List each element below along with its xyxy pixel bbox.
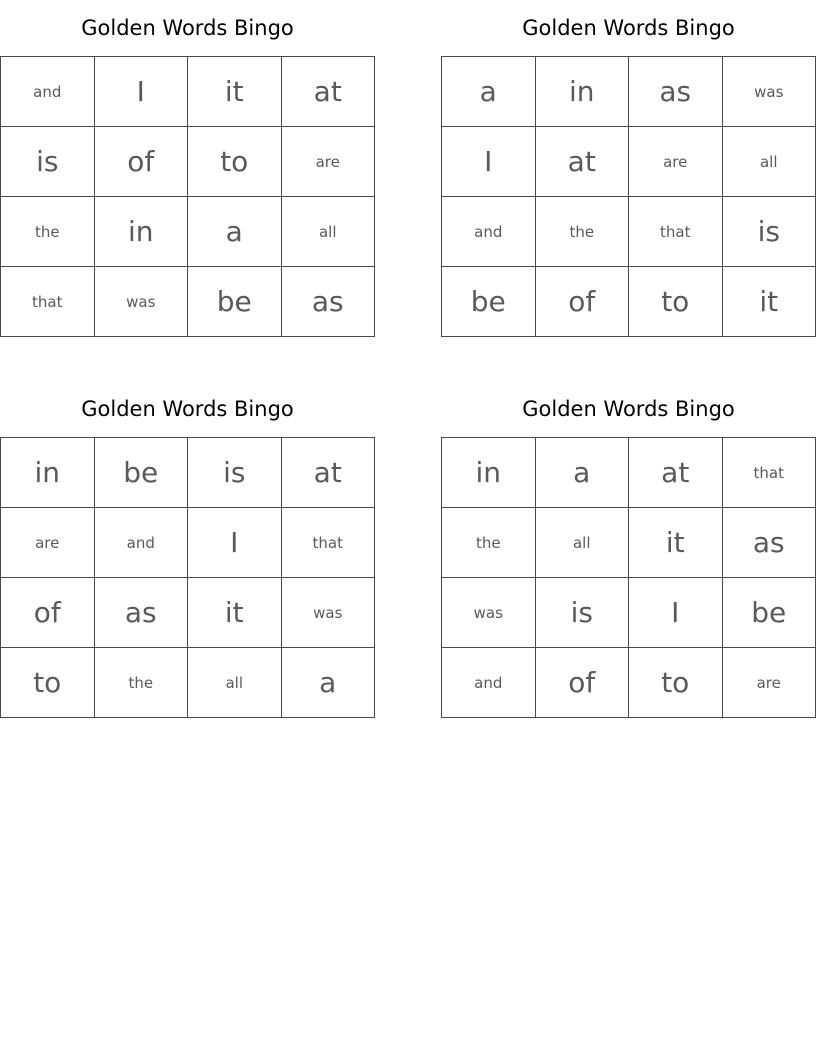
bingo-cell: I bbox=[442, 127, 536, 197]
bingo-cell: be bbox=[188, 267, 282, 337]
bingo-cell: all bbox=[723, 127, 816, 197]
bingo-cell: at bbox=[282, 57, 376, 127]
bingo-cell: are bbox=[282, 127, 376, 197]
bingo-cell: in bbox=[1, 438, 95, 508]
card-title: Golden Words Bingo bbox=[81, 397, 294, 421]
bingo-cell: be bbox=[723, 578, 816, 648]
bingo-cell: was bbox=[282, 578, 376, 648]
bingo-cell: is bbox=[536, 578, 630, 648]
bingo-cell: and bbox=[442, 648, 536, 718]
bingo-grid bbox=[0, 56, 375, 337]
bingo-cell: that bbox=[1, 267, 95, 337]
bingo-cell: is bbox=[723, 197, 816, 267]
bingo-cell: I bbox=[95, 57, 189, 127]
bingo-cell: that bbox=[282, 508, 376, 578]
bingo-cell: be bbox=[442, 267, 536, 337]
bingo-cell: it bbox=[188, 578, 282, 648]
bingo-card-1 bbox=[0, 0, 375, 337]
bingo-cell: all bbox=[282, 197, 376, 267]
bingo-cell: are bbox=[1, 508, 95, 578]
bingo-cell: are bbox=[723, 648, 816, 718]
bingo-cell: to bbox=[188, 127, 282, 197]
bingo-cell: was bbox=[95, 267, 189, 337]
bingo-cell: a bbox=[188, 197, 282, 267]
bingo-cell: the bbox=[95, 648, 189, 718]
bingo-cell: was bbox=[723, 57, 816, 127]
bingo-cell: as bbox=[282, 267, 376, 337]
bingo-cell: and bbox=[442, 197, 536, 267]
bingo-cell: in bbox=[536, 57, 630, 127]
bingo-cell: all bbox=[188, 648, 282, 718]
bingo-grid bbox=[441, 437, 816, 718]
bingo-cell: are bbox=[629, 127, 723, 197]
bingo-cell: is bbox=[188, 438, 282, 508]
bingo-cell: as bbox=[723, 508, 816, 578]
bingo-cell: it bbox=[629, 508, 723, 578]
bingo-cell: I bbox=[629, 578, 723, 648]
bingo-cell: of bbox=[95, 127, 189, 197]
bingo-cell: the bbox=[442, 508, 536, 578]
bingo-cell: the bbox=[536, 197, 630, 267]
card-title: Golden Words Bingo bbox=[522, 397, 735, 421]
bingo-cell: of bbox=[536, 267, 630, 337]
bingo-cell: at bbox=[282, 438, 376, 508]
bingo-cell: it bbox=[723, 267, 816, 337]
bingo-cell: the bbox=[1, 197, 95, 267]
bingo-grid bbox=[0, 437, 375, 718]
bingo-cell: as bbox=[95, 578, 189, 648]
bingo-cell: a bbox=[282, 648, 376, 718]
bingo-cell: it bbox=[188, 57, 282, 127]
bingo-card-3 bbox=[0, 381, 375, 718]
bingo-cell: as bbox=[629, 57, 723, 127]
bingo-cell: of bbox=[536, 648, 630, 718]
bingo-cell: and bbox=[95, 508, 189, 578]
bingo-cell: was bbox=[442, 578, 536, 648]
bingo-cell: is bbox=[1, 127, 95, 197]
bingo-cell: a bbox=[536, 438, 630, 508]
bingo-cell: all bbox=[536, 508, 630, 578]
bingo-cell: and bbox=[1, 57, 95, 127]
bingo-cell: at bbox=[536, 127, 630, 197]
card-title: Golden Words Bingo bbox=[81, 16, 294, 40]
bingo-cell: be bbox=[95, 438, 189, 508]
bingo-cell: that bbox=[629, 197, 723, 267]
bingo-cell: of bbox=[1, 578, 95, 648]
bingo-grid bbox=[441, 56, 816, 337]
bingo-card-2 bbox=[441, 0, 816, 337]
bingo-cell: to bbox=[629, 267, 723, 337]
bingo-cell: that bbox=[723, 438, 816, 508]
bingo-cell: in bbox=[442, 438, 536, 508]
bingo-cell: a bbox=[442, 57, 536, 127]
bingo-cell: to bbox=[629, 648, 723, 718]
bingo-cell: in bbox=[95, 197, 189, 267]
bingo-cell: I bbox=[188, 508, 282, 578]
card-title: Golden Words Bingo bbox=[522, 16, 735, 40]
bingo-cell: at bbox=[629, 438, 723, 508]
bingo-card-4 bbox=[441, 381, 816, 718]
bingo-cell: to bbox=[1, 648, 95, 718]
